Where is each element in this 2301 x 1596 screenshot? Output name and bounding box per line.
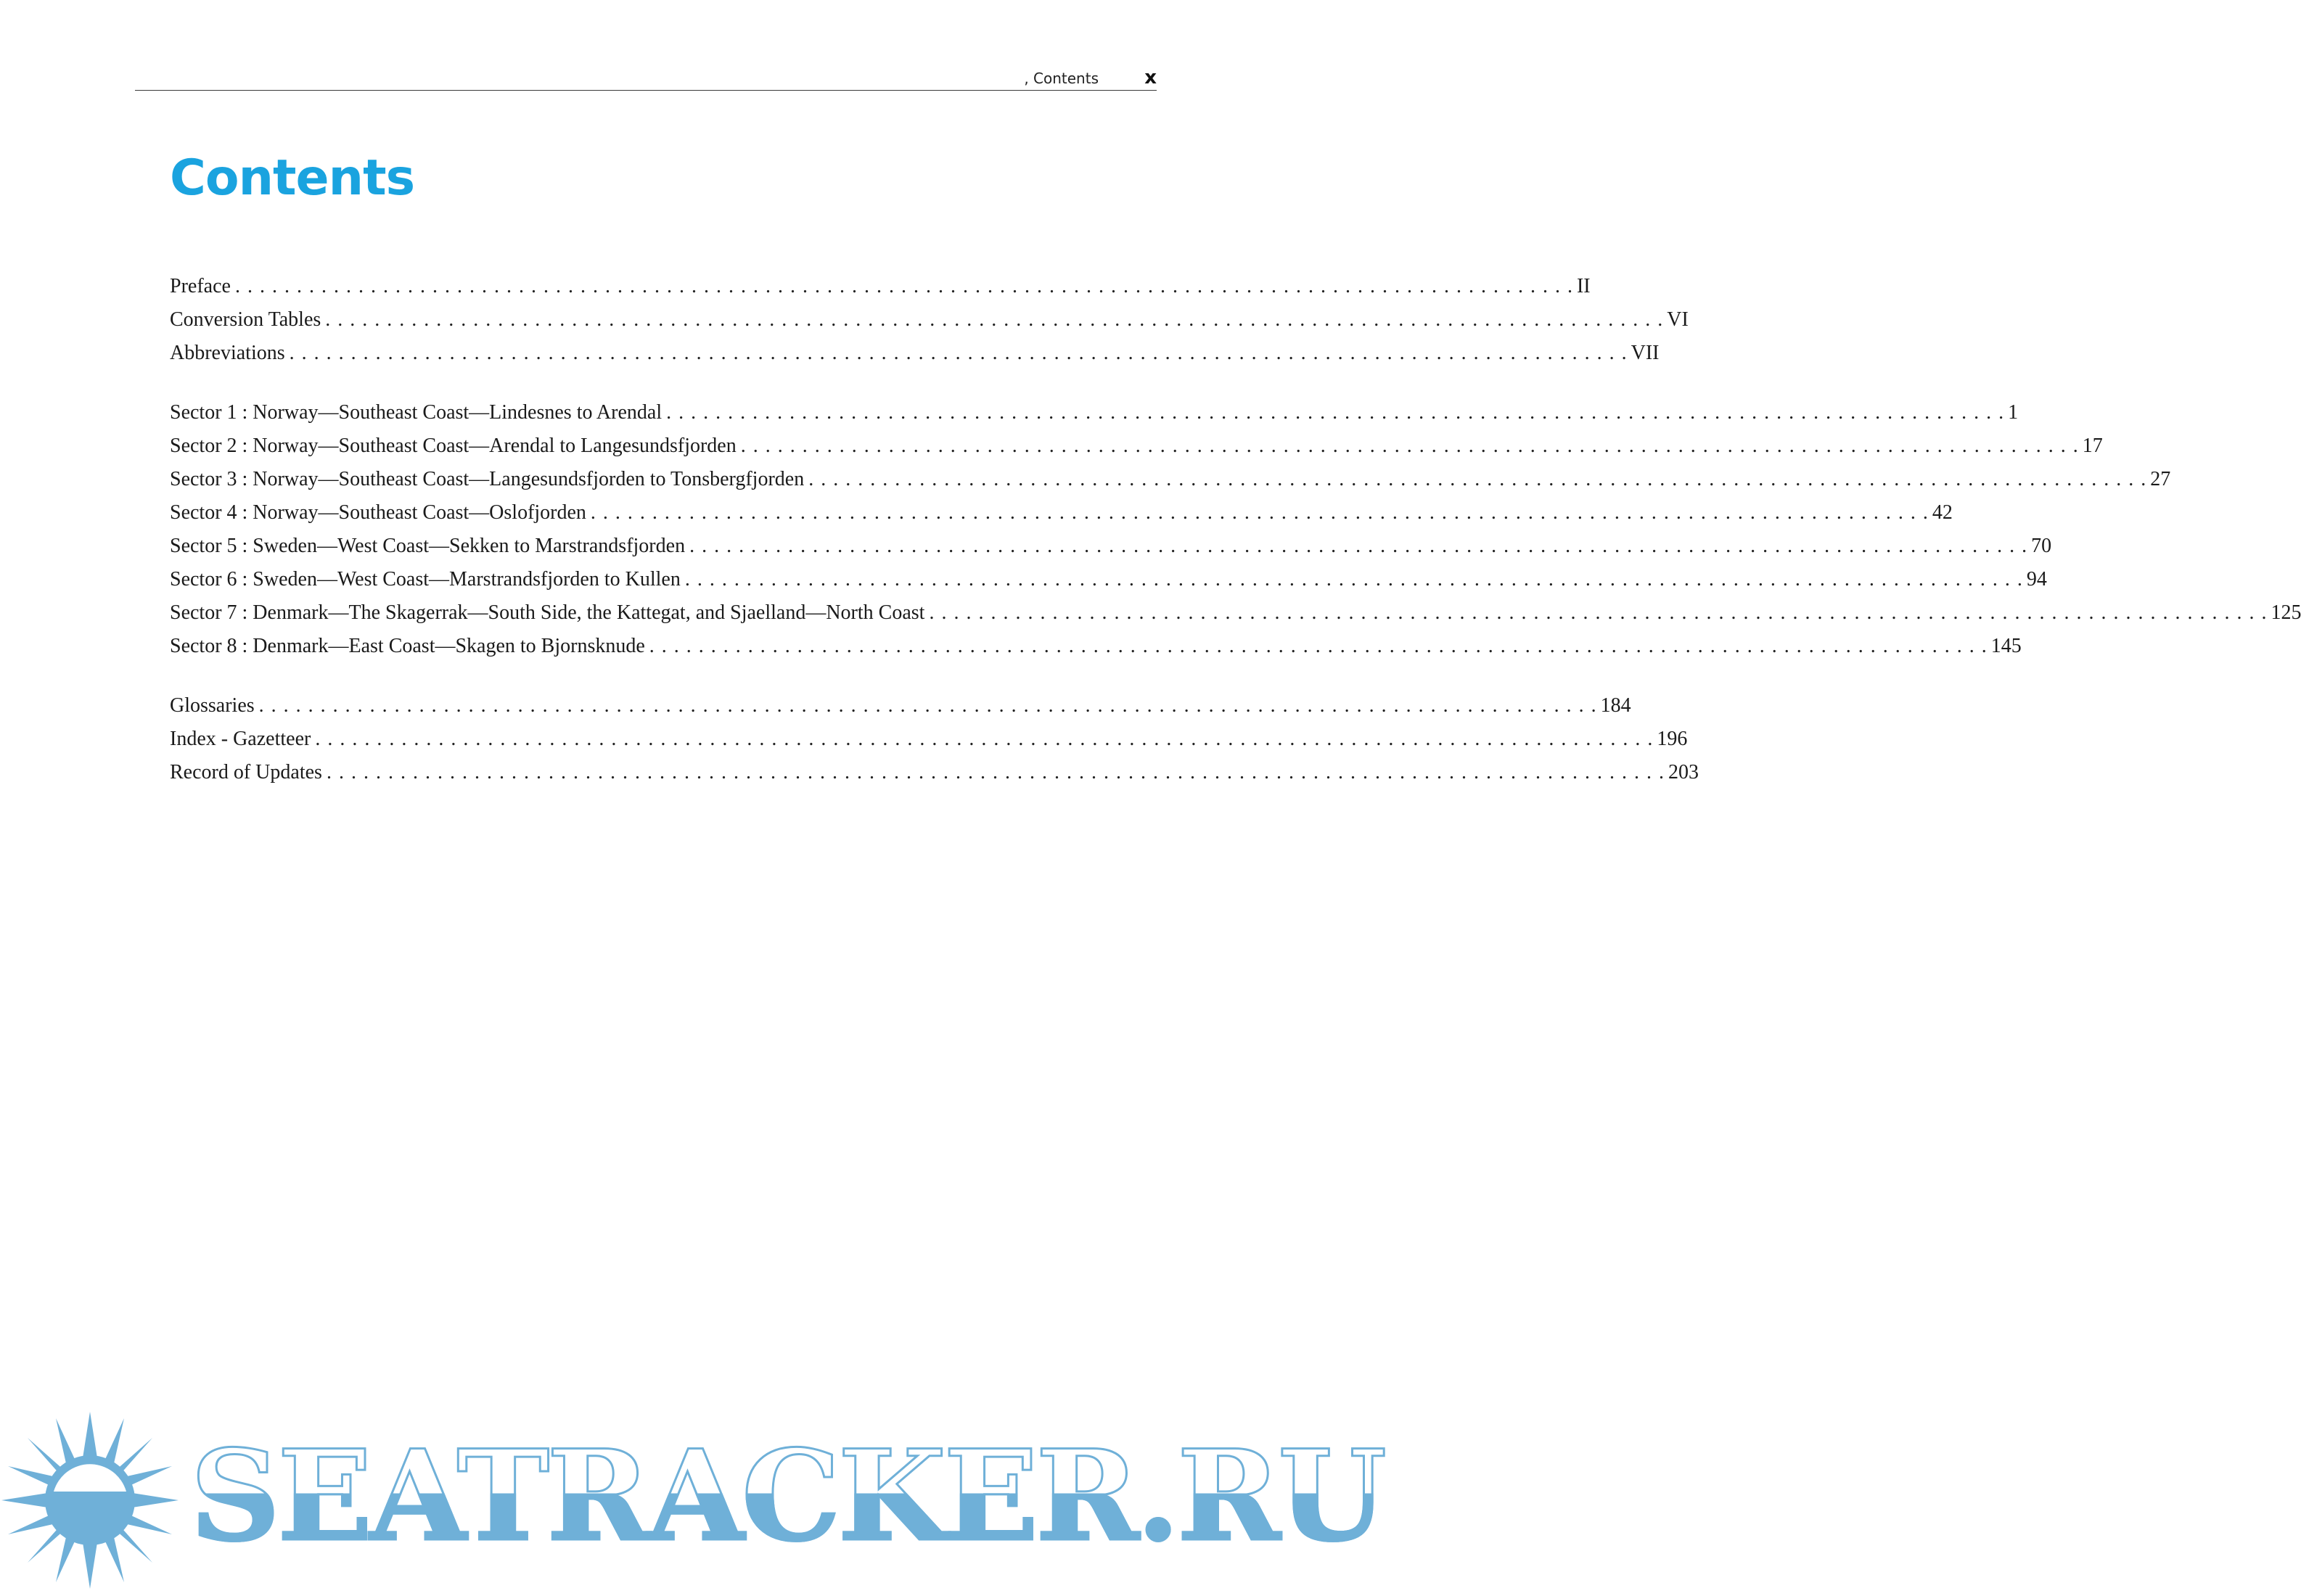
toc-entry-label: Conversion Tables bbox=[170, 308, 321, 331]
toc-entry-page: VI bbox=[1667, 308, 1689, 331]
toc-entry-label: Sector 5 : Sweden—West Coast—Sekken to Marstrandsfjorden bbox=[170, 535, 686, 557]
dot-leader bbox=[325, 303, 1662, 337]
dot-leader bbox=[315, 723, 1652, 756]
toc-entry-page: 70 bbox=[2031, 535, 2052, 557]
toc-entry-label: Sector 1 : Norway—Southeast Coast—Lindesnes to Arendal bbox=[170, 401, 663, 424]
toc-entry-conversion-tables[interactable] bbox=[170, 303, 1689, 337]
watermark-text: SEATRACKER.RU bbox=[190, 1422, 1384, 1569]
toc-entry-glossaries[interactable] bbox=[170, 689, 1631, 723]
toc-entry-page: 145 bbox=[1990, 635, 2022, 657]
dot-leader bbox=[689, 530, 2027, 563]
toc-entry-page: 184 bbox=[1600, 694, 1631, 717]
dot-leader bbox=[235, 270, 1572, 303]
toc-sectors bbox=[170, 396, 2301, 663]
toc-entry-label: Index - Gazetteer bbox=[170, 728, 311, 750]
dot-leader bbox=[929, 596, 2266, 630]
toc-entry-abbreviations[interactable] bbox=[170, 337, 1660, 370]
toc-entry-label: Sector 6 : Sweden—West Coast—Marstrandsfjorden to Kullen bbox=[170, 568, 681, 591]
toc-entry-sector-6[interactable] bbox=[170, 563, 2047, 596]
toc-entry-page: 42 bbox=[1932, 501, 1953, 524]
dot-leader bbox=[649, 630, 1987, 663]
toc-entry-label: Sector 7 : Denmark—The Skagerrak—South Side, the Kattegat, and Sjaelland—North Coast bbox=[170, 601, 925, 624]
dot-leader bbox=[666, 396, 2003, 429]
dot-leader bbox=[741, 429, 2078, 463]
toc-entry-page: 196 bbox=[1657, 728, 1688, 750]
sun-logo-icon bbox=[0, 1406, 184, 1595]
toc-front-matter bbox=[170, 270, 1689, 370]
dot-leader bbox=[808, 463, 2146, 496]
running-title: , Contents bbox=[1024, 70, 1099, 87]
toc-entry-page: 203 bbox=[1668, 761, 1699, 783]
toc-entry-sector-4[interactable] bbox=[170, 496, 1953, 530]
toc-entry-preface[interactable] bbox=[170, 270, 1591, 303]
toc-entry-label: Sector 4 : Norway—Southeast Coast—Oslofjorden bbox=[170, 501, 586, 524]
toc-entry-label: Sector 2 : Norway—Southeast Coast—Arendal to Langesundsfjorden bbox=[170, 435, 737, 457]
toc-entry-label: Record of Updates bbox=[170, 761, 322, 783]
toc-entry-label: Glossaries bbox=[170, 694, 255, 717]
page-title: Contents bbox=[170, 149, 415, 207]
toc-entry-label: Sector 3 : Norway—Southeast Coast—Langesundsfjorden to Tonsbergfjorden bbox=[170, 468, 805, 490]
dot-leader bbox=[290, 337, 1627, 370]
dot-leader bbox=[327, 756, 1664, 789]
toc-entry-sector-3[interactable] bbox=[170, 463, 2171, 496]
running-header bbox=[135, 68, 1157, 91]
toc-entry-label: Preface bbox=[170, 275, 231, 297]
dot-leader bbox=[259, 689, 1596, 723]
toc-back-matter bbox=[170, 689, 1699, 789]
page-number: x bbox=[1144, 67, 1157, 89]
toc-entry-sector-1[interactable] bbox=[170, 396, 2019, 429]
dot-leader bbox=[685, 563, 2022, 596]
toc-entry-record-of-updates[interactable] bbox=[170, 756, 1699, 789]
toc-entry-sector-8[interactable] bbox=[170, 630, 2022, 663]
toc-entry-label: Sector 8 : Denmark—East Coast—Skagen to Bjornsknude bbox=[170, 635, 645, 657]
dot-leader bbox=[591, 496, 1928, 530]
table-of-contents bbox=[170, 270, 2301, 815]
toc-entry-page: 94 bbox=[2026, 568, 2047, 591]
toc-entry-label: Abbreviations bbox=[170, 342, 285, 364]
toc-entry-sector-2[interactable] bbox=[170, 429, 2103, 463]
toc-entry-page: 125 bbox=[2271, 601, 2301, 624]
toc-entry-sector-7[interactable] bbox=[170, 596, 2301, 630]
toc-entry-page: VII bbox=[1631, 342, 1660, 364]
toc-entry-page: 1 bbox=[2008, 401, 2019, 424]
watermark bbox=[0, 1407, 1384, 1596]
toc-entry-page: II bbox=[1576, 275, 1591, 297]
toc-entry-page: 17 bbox=[2082, 435, 2103, 457]
toc-entry-sector-5[interactable] bbox=[170, 530, 2052, 563]
toc-entry-page: 27 bbox=[2150, 468, 2171, 490]
toc-entry-index-gazetteer[interactable] bbox=[170, 723, 1688, 756]
